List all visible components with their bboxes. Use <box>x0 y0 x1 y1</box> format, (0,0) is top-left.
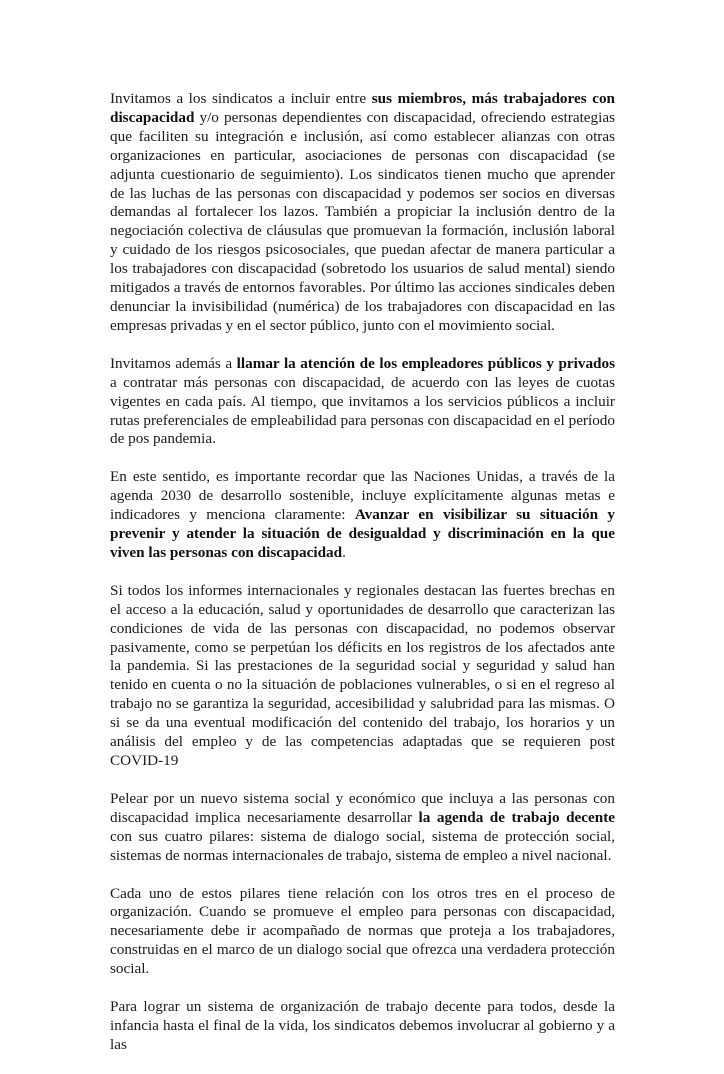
paragraph-text: . <box>342 543 346 561</box>
paragraph-international-reports <box>110 582 615 771</box>
paragraph-text: Invitamos a los sindicatos a incluir entre <box>110 90 372 107</box>
bold-emphasis: la agenda de trabajo decente <box>418 808 615 826</box>
paragraph-text: Cada uno de estos pilares tiene relación con los otros tres en el proceso de organización. Cuando se promueve el empleo para personas con discapacidad, necesariamente debe ir acompañado de normas que proteja a los trabajadores, construidas en el marco de un dialogo social que ofrezca una verdadera protección social. <box>110 884 615 978</box>
paragraph-decent-work-for-all <box>110 998 615 1055</box>
paragraph-un-agenda-2030 <box>110 468 615 563</box>
paragraph-text: Invitamos además a <box>110 354 237 372</box>
paragraph-text: Para lograr un sistema de organización de trabajo decente para todos, desde la infancia hasta el final de la vida, los sindicatos debemos involucrar al gobierno y a las <box>110 998 615 1053</box>
paragraph-employers-attention <box>110 355 615 450</box>
bold-emphasis: sus miembros, más trabajadores con discapacidad <box>110 90 615 126</box>
paragraph-text: Pelear por un nuevo sistema social y económico que incluya a las personas con discapacidad implica necesariamente desarrollar <box>110 789 615 826</box>
paragraph-text: a contratar más personas con discapacidad, de acuerdo con las leyes de cuotas vigentes en cada país. Al tiempo, que invitamos a los servicios públicos a incluir rutas preferenciales de empleabilidad para personas con discapacidad en el período de pos pandemia. <box>110 373 615 448</box>
paragraph-text: Si todos los informes internacionales y regionales destacan las fuertes brechas en el acceso a la educación, salud y oportunidades de desarrollo que caracterizan las condiciones de vida de las personas con discapacidad, no podemos observar pasivamente, como se perpetúan los déficits en los registros de los afectados ante la pandemia. Si las prestaciones de la seguridad social y seguridad y salud han tenido en cuenta o no la situación de poblaciones vulnerables, o si en el regreso al trabajo no se garantiza la seguridad, accesibilidad y salubridad para las mismas. O si se da una eventual modificación del contenido del trabajo, los horarios y un análisis del empleo y de las competencias adaptadas que se requieren post COVID-19 <box>110 581 615 769</box>
paragraph-text: En este sentido, es importante recordar que las Naciones Unidas, a través de la agenda 2030 de desarrollo sostenible, incluye explícitamente algunas metas e indicadores y menciona claramente: <box>110 468 615 524</box>
paragraph-text: y/o personas dependientes con discapacidad, ofreciendo estrategias que faciliten su integración e inclusión, así como establecer alianzas con otras organizaciones en particular, asociaciones de personas con discapacidad (se adjunta cuestionario de seguimiento). Los sindicatos tienen mucho que aprender de las luchas de las personas con discapacidad y podemos ser socios en diversas demandas al fortalecer los lazos. También a propiciar la inclusión dentro de la negociación colectiva de cláusulas que promuevan la formación, inclusión laboral y cuidado de los riesgos psicosociales, que puedan afectar de manera particular a los trabajadores con discapacidad (sobretodo los usuarios de salud mental) siendo mitigados a través de entornos favorables. Por último las acciones sindicales deben denunciar la invisibilidad (numérica) de los trabajadores con discapacidad en las empresas privadas y en el sector público, junto con el movimiento social. <box>110 108 615 334</box>
paragraph-decent-work-agenda <box>110 790 615 866</box>
paragraph-text: con sus cuatro pilares: sistema de dialogo social, sistema de protección social, sistemas de normas internacionales de trabajo, sistema de empleo a nivel nacional. <box>110 827 615 864</box>
bold-emphasis: Avanzar en visibilizar su situación y prevenir y atender la situación de desigualdad y discriminación en la que viven las personas con discapacidad <box>110 506 615 561</box>
bold-emphasis: llamar la atención de los empleadores públicos y privados <box>236 354 615 372</box>
paragraph-unions-include-members <box>110 90 615 336</box>
paragraph-four-pillars <box>110 885 615 980</box>
document-page <box>110 90 615 1074</box>
